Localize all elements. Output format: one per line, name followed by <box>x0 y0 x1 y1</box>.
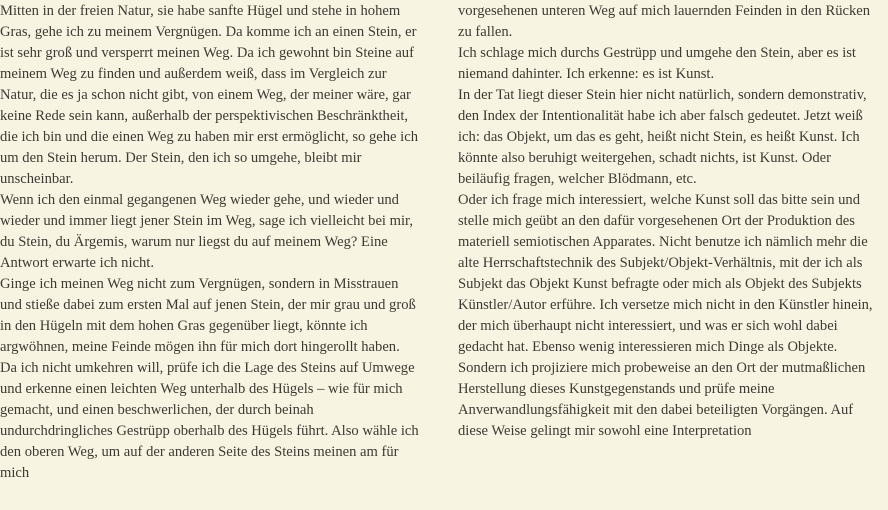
text-column-right <box>458 1 886 442</box>
text-column-left <box>0 1 420 484</box>
paragraph: In der Tat liegt dieser Stein hier nicht natürlich, sondern demonstrativ, den Index der Intentionalität habe ich aber falsch gedeutet. Jetzt weiß ich: das Objekt, um das es geht, heißt nicht Stein, es heißt Kunst. Ich könnte also beruhigt weitergehen, schadt nichts, ist Kunst. Oder beiläufig fragen, welcher Blödmann, etc. <box>458 87 867 187</box>
paragraph: Sondern ich projiziere mich probeweise an den Ort der mutmaßlichen Herstellung dieses Kunstgegenstands und prüfe meine Anverwandlungsfähigkeit mit den dabei beteiligten Vorgängen. Auf diese Weise gelingt mir sowohl eine Interpretation <box>458 360 866 439</box>
paragraph: Ich schlage mich durchs Gestrüpp und umgehe den Stein, aber es ist niemand dahinter. Ich erkenne: es ist Kunst. <box>458 45 856 82</box>
paragraph: Ginge ich meinen Weg nicht zum Vergnügen, sondern in Misstrauen und stieße dabei zum ersten Mal auf jenen Stein, der mir grau und groß in den Hügeln mit dem hohen Gras gegenüber liegt, könnte ich argwöhnen, meine Feinde mögen ihn für mich dort hingerollt haben. Da ich nicht umkehren will, prüfe ich die Lage des Steins auf Umwege und erkenne einen leichten Weg unterhalb des Hügels – wie für mich gemacht, und einen beschwerlichen, der durch beinah undurchdringliches Gestrüpp oberhalb des Hügels führt. Also wähle ich den oberen Weg, um auf der anderen Seite des Steins meinen am für mich <box>0 276 419 481</box>
paragraph: Mitten in der freien Natur, sie habe sanfte Hügel und stehe in hohem Gras, gehe ich zu meinem Vergnügen. Da komme ich an einen Stein, er ist sehr groß und versperrt meinen Weg. Da ich gewohnt bin Steine auf meinem Weg zu finden und außerdem weiß, dass im Vergleich zur Natur, die es ja schon nicht gibt, von einem Weg, der meiner wäre, gar keine Rede sein kann, außerhalb der perspektivischen Beschränktheit, die ich bin und die einen Weg zu haben mir erst ermöglicht, so gehe ich um den Stein herum. Der Stein, den ich so umgehe, bleibt mir unscheinbar. <box>0 3 419 187</box>
paragraph: vorgesehenen unteren Weg auf mich lauernden Feinden in den Rücken zu fallen. <box>458 3 871 40</box>
paragraph: Oder ich frage mich interessiert, welche Kunst soll das bitte sein und stelle mich geübt an den dafür vorgesehenen Ort der Produktion des materiell semiotischen Apparates. Nicht benutze ich nämlich mehr die alte Herrschaftstechnik des Subjekt/Objekt-Verhältnis, mit der ich als Subjekt das Objekt Kunst befragte oder mich als Objekt des Subjekts Künstler/Autor erführe. Ich versetze mich nicht in den Künstler hinein, der mich überhaupt nicht interessiert, und was er sich wohl dabei gedacht hat. Ebenso wenig interessieren mich Dinge als Objekte. <box>458 192 873 355</box>
paragraph: Wenn ich den einmal gegangenen Weg wieder gehe, und wieder und wieder und immer liegt jener Stein im Weg, sage ich vielleicht bei mir, du Stein, du Ärgemis, warum nur liegst du auf meinem Weg? Eine Antwort erwarte ich nicht. <box>0 192 413 271</box>
